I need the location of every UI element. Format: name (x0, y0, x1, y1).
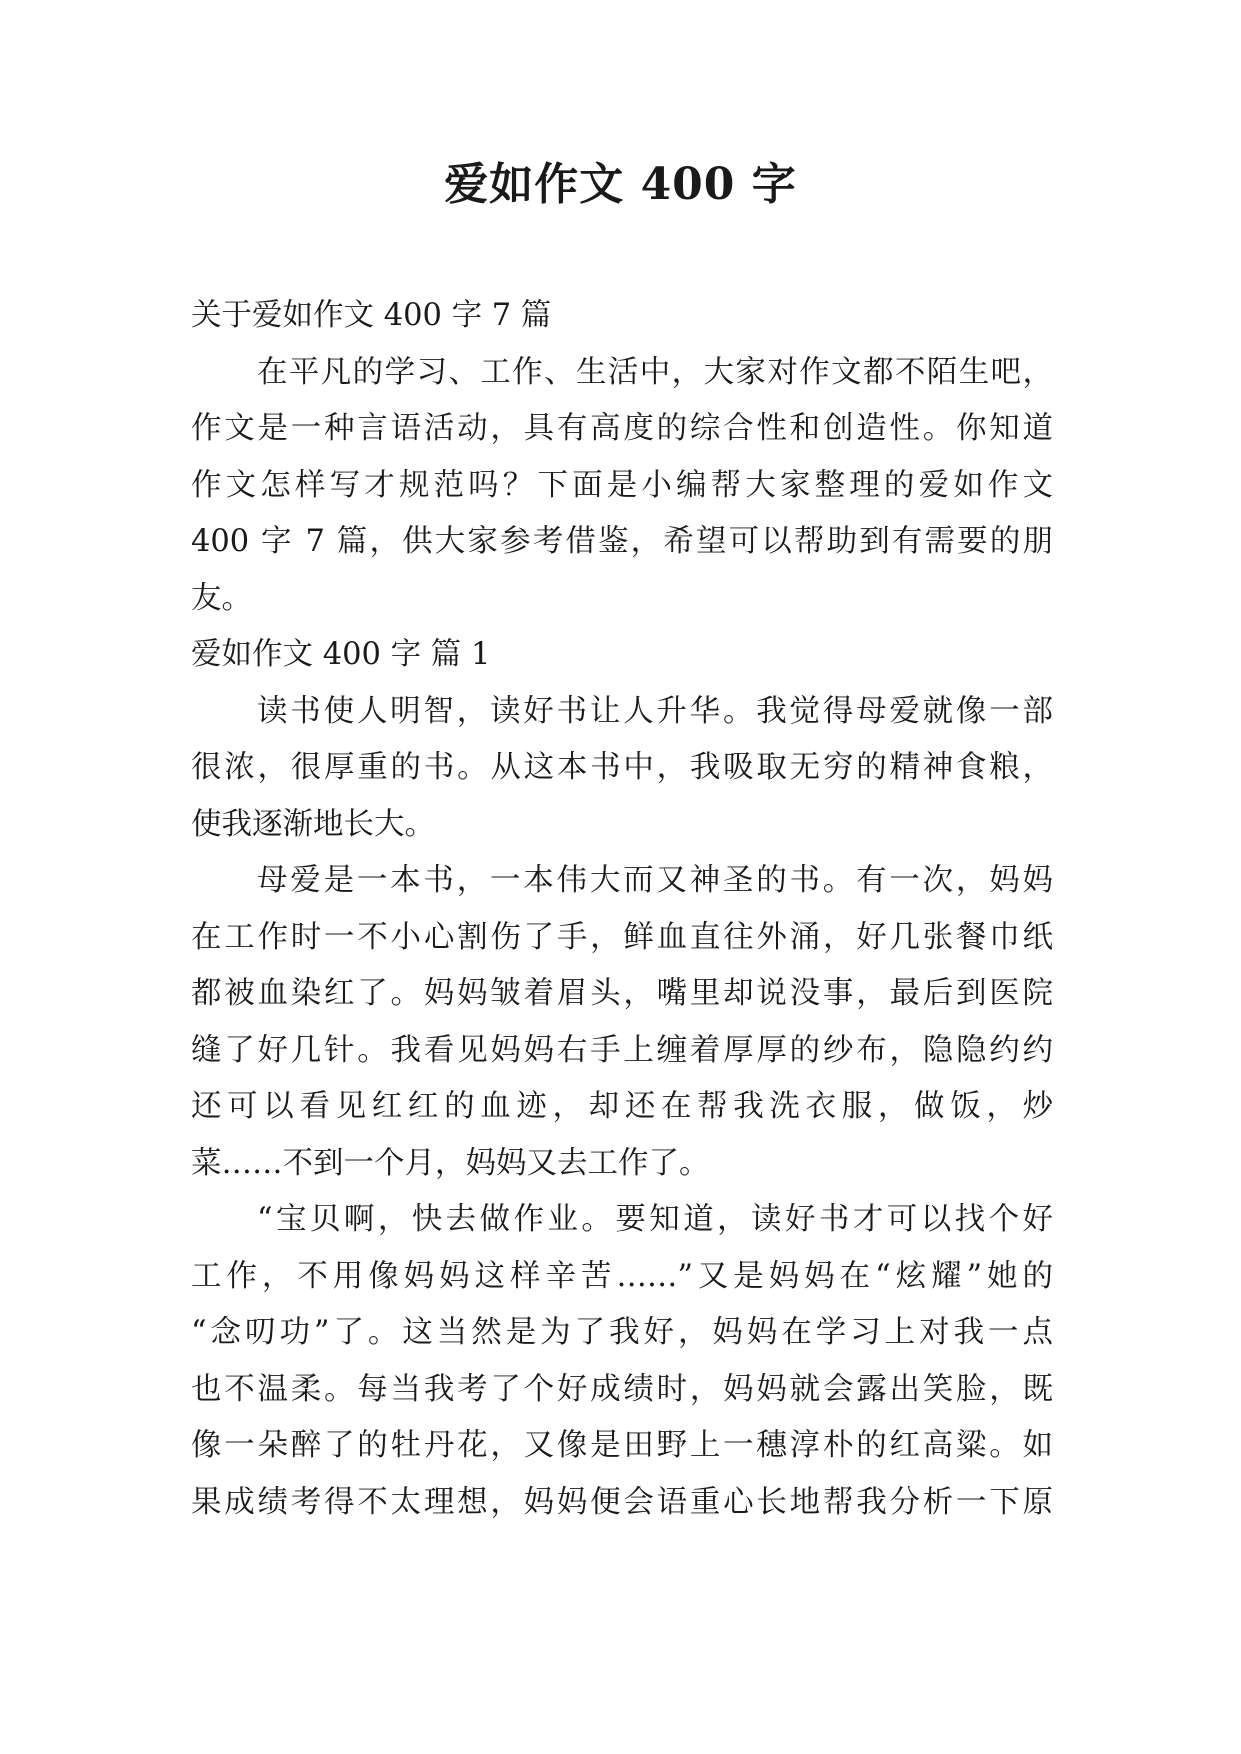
document-body (191, 288, 1053, 1531)
text-line: 在平凡的学习、工作、生活中，大家对作文都不陌生吧， (257, 354, 1053, 390)
text-line: 很浓，很厚重的书。从这本书中，我吸取无穷的精神食粮， (191, 750, 1053, 785)
text-line: 菜……不到一个月，妈妈又去工作了。 (191, 1145, 710, 1181)
text-line: “念叨功”了。这当然是为了我好，妈妈在学习上对我一点 (191, 1315, 1053, 1350)
text-line: 作文是一种言语活动，具有高度的综合性和创造性。你知道 (191, 411, 1053, 446)
text-line: 也不温柔。每当我考了个好成绩时，妈妈就会露出笑脸，既 (191, 1371, 1053, 1407)
text-line: 使我逐渐地长大。 (191, 806, 435, 842)
document-title: 爱如作文 400 字 (444, 159, 797, 210)
text-line: 像一朵醉了的牡丹花，又像是田野上一穗淳朴的红高粱。如 (191, 1428, 1053, 1463)
text-line: 作文怎样写才规范吗？下面是小编帮大家整理的爱如作文 (191, 467, 1053, 503)
text-line: 都被血染红了。妈妈皱着眉头，嘴里却说没事，最后到医院 (191, 976, 1053, 1011)
text-line: 在工作时一不小心割伤了手，鲜血直往外涌，好几张餐巾纸 (191, 919, 1053, 955)
text-line: 还可以看见红红的血迹，却还在帮我洗衣服，做饭，炒 (191, 1089, 1053, 1124)
text-line: 缝了好几针。我看见妈妈右手上缠着厚厚的纱布，隐隐约约 (191, 1032, 1053, 1068)
text-line: 果成绩考得不太理想，妈妈便会语重心长地帮我分析一下原 (191, 1484, 1053, 1520)
text-line: 关于爱如作文 400 字 7 篇 (191, 298, 552, 333)
text-line: 读书使人明智，读好书让人升华。我觉得母爱就像一部 (257, 693, 1053, 729)
text-line: 爱如作文 400 字 篇 1 (191, 637, 491, 672)
text-line: 友。 (191, 580, 252, 616)
text-line: “宝贝啊，快去做作业。要知道，读好书才可以找个好 (257, 1202, 1053, 1237)
text-line: 工作，不用像妈妈这样辛苦……”又是妈妈在“炫耀”她的 (191, 1258, 1053, 1294)
text-line: 400 字 7 篇，供大家参考借鉴，希望可以帮助到有需要的朋 (191, 524, 1053, 559)
text-line: 母爱是一本书，一本伟大而又神圣的书。有一次，妈妈 (257, 863, 1053, 898)
